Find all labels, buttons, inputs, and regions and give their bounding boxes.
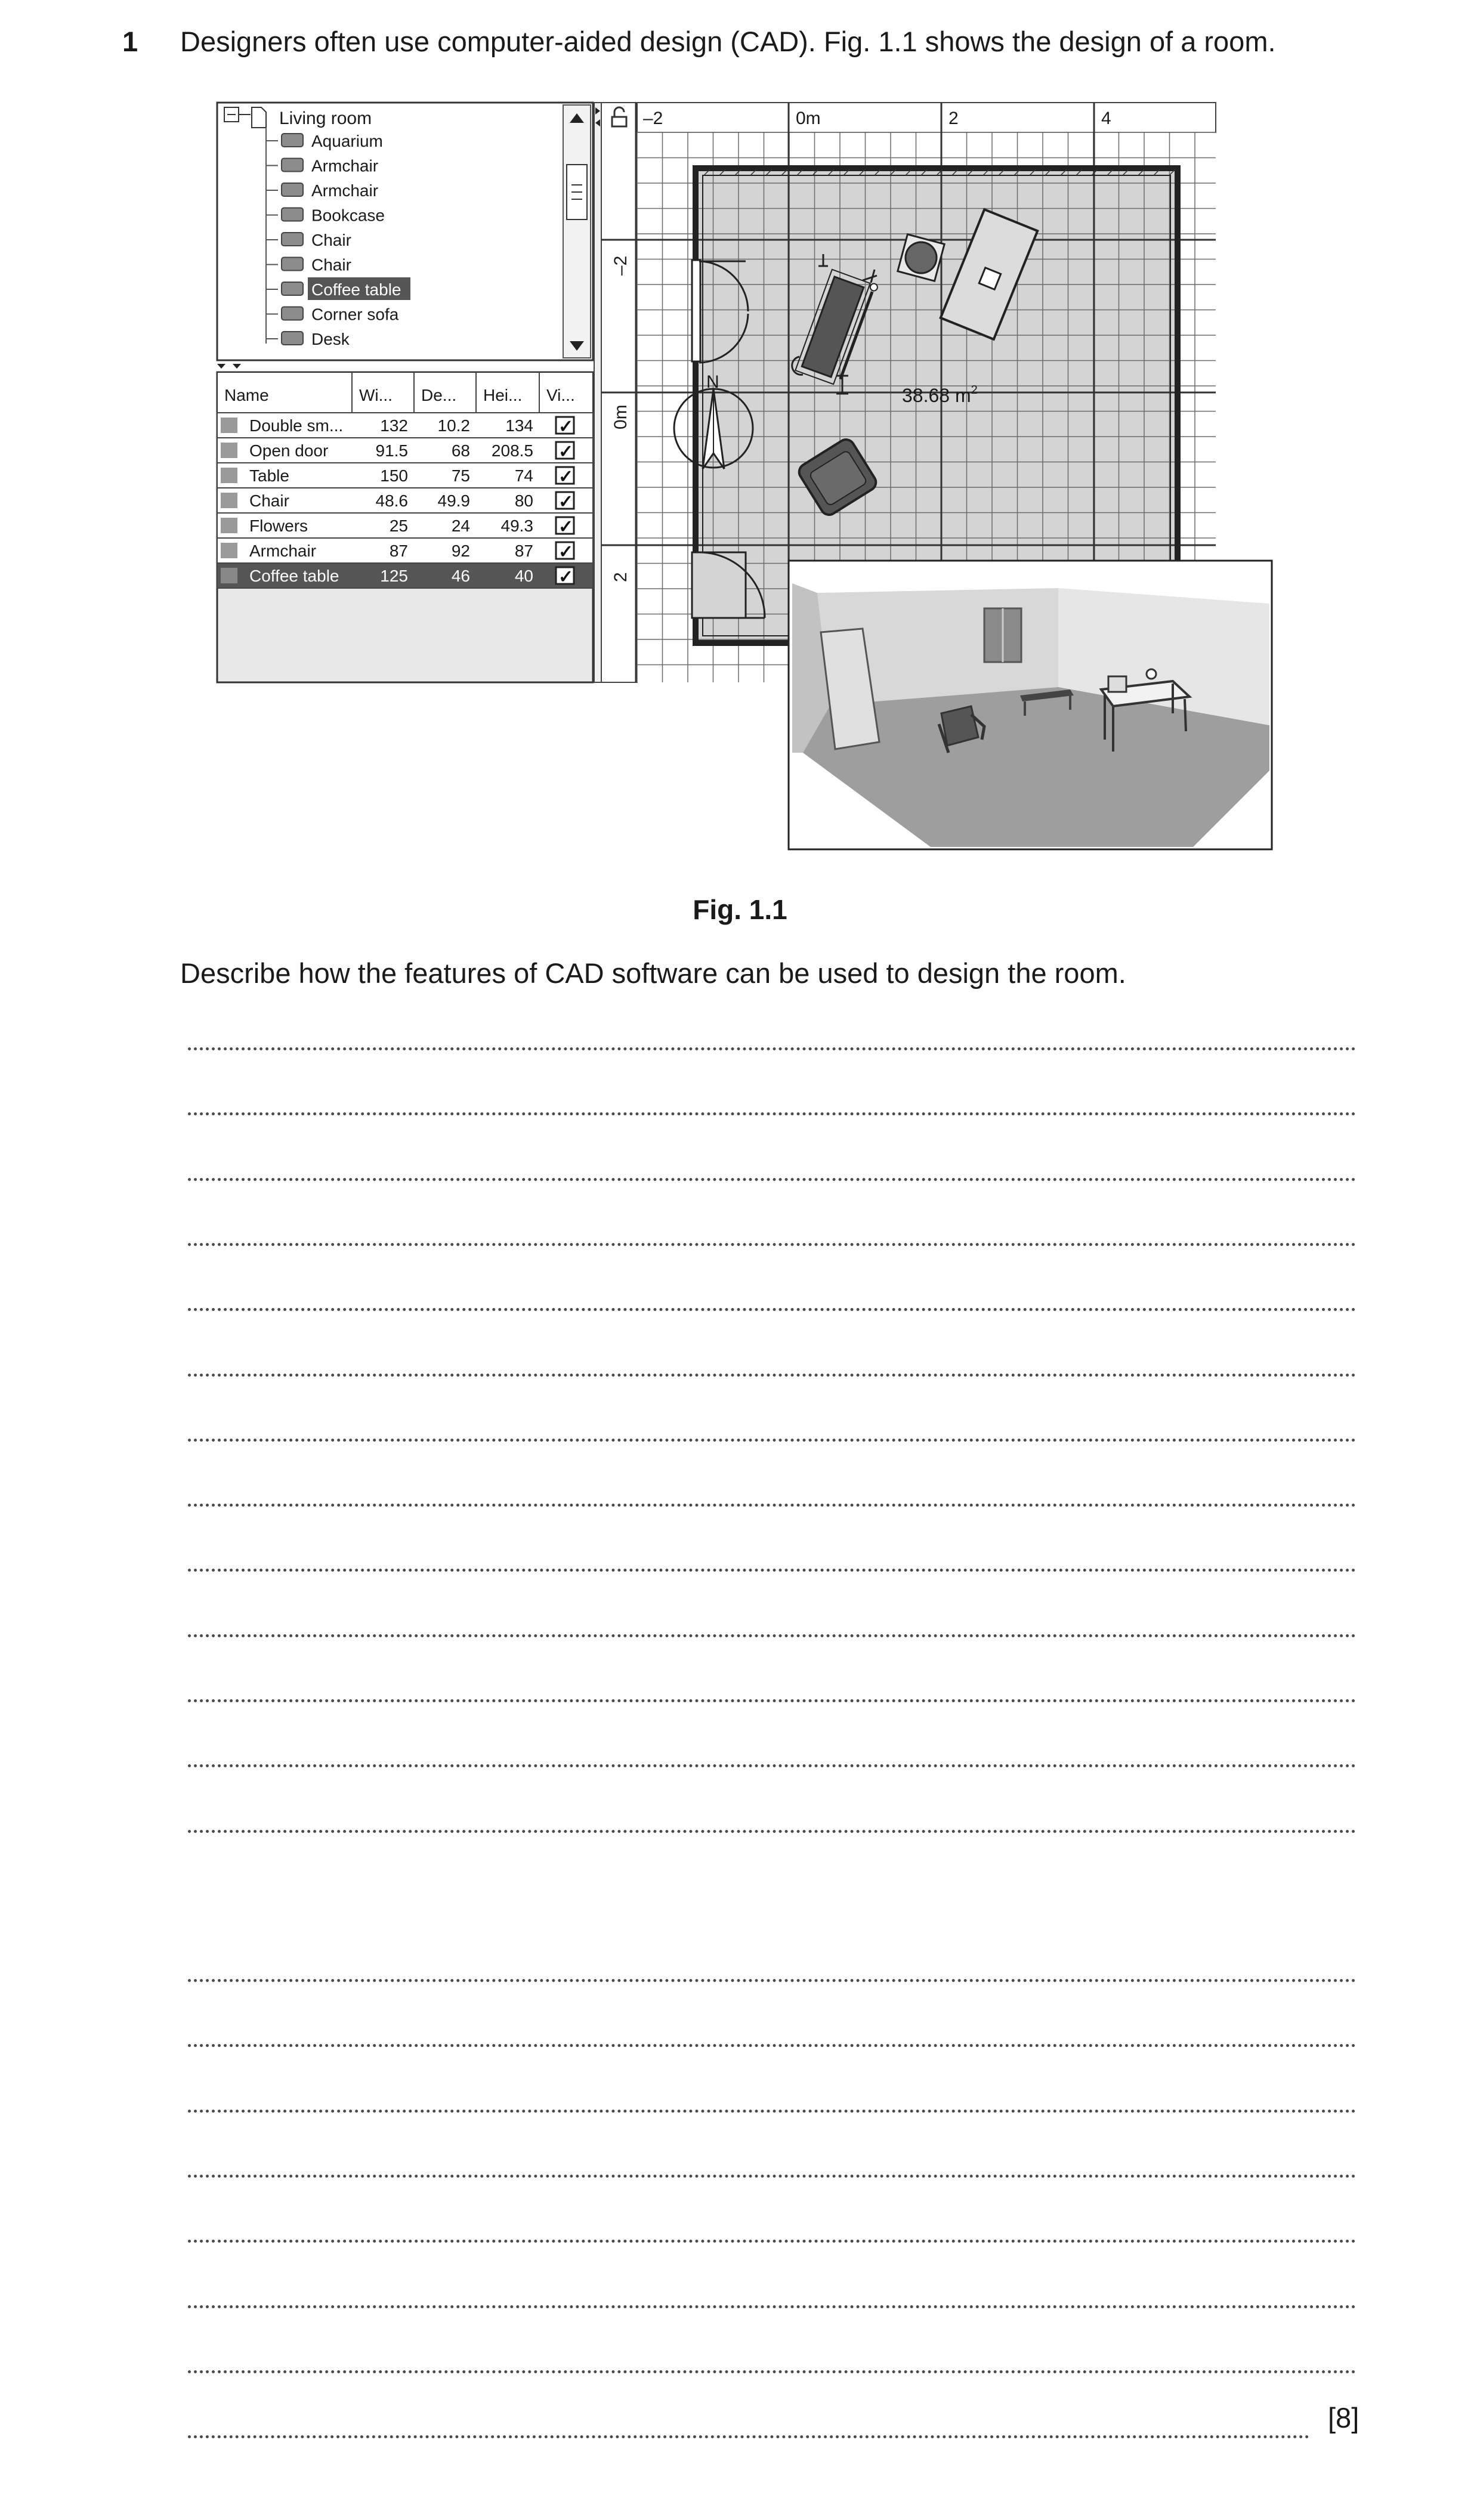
- ruler-tick-label: –2: [643, 109, 663, 128]
- checkmark-icon: ✓: [558, 417, 574, 437]
- answer-line[interactable]: [188, 1634, 1356, 1637]
- column-header[interactable]: De...: [421, 386, 457, 404]
- question-number: 1: [122, 26, 138, 57]
- cell-height: 208.5: [491, 441, 533, 460]
- ruler-tick-label: 0m: [611, 404, 631, 429]
- answer-line[interactable]: [188, 1439, 1356, 1442]
- checkmark-icon: ✓: [558, 542, 574, 562]
- furniture-icon: [221, 568, 237, 583]
- tree-item-label[interactable]: Armchair: [311, 181, 379, 200]
- checkmark-icon: ✓: [558, 467, 574, 487]
- cell-height: 74: [514, 466, 533, 485]
- tree-item-label[interactable]: Coffee table: [311, 280, 401, 299]
- double-window[interactable]: [692, 552, 746, 618]
- cell-height: 49.3: [500, 517, 533, 535]
- column-header[interactable]: Hei...: [483, 386, 523, 404]
- furniture-icon: [282, 134, 303, 147]
- cell-height: 134: [505, 416, 533, 435]
- cell-width: 132: [380, 416, 408, 435]
- answer-line[interactable]: [188, 2110, 1356, 2113]
- answer-line[interactable]: [188, 1308, 1356, 1311]
- cell-width: 91.5: [375, 441, 408, 460]
- furniture-icon: [282, 332, 303, 345]
- cad-figure: [0, 0, 1480, 871]
- tree-item-label[interactable]: Desk: [311, 330, 350, 348]
- answer-line[interactable]: [188, 1112, 1356, 1115]
- answer-line[interactable]: [188, 1764, 1356, 1767]
- furniture-table-panel: [217, 372, 593, 682]
- open-door[interactable]: [692, 260, 700, 361]
- column-header[interactable]: Vi...: [546, 386, 575, 404]
- cell-depth: 75: [451, 466, 470, 485]
- 3d-view[interactable]: [789, 561, 1272, 849]
- furniture-icon: [221, 543, 237, 558]
- cell-width: 87: [389, 542, 408, 560]
- cell-width: 25: [389, 517, 408, 535]
- furniture-icon: [282, 208, 303, 221]
- answer-line[interactable]: [188, 1047, 1356, 1050]
- tree-item-label[interactable]: Chair: [311, 255, 351, 274]
- checkmark-icon: ✓: [558, 567, 574, 587]
- cell-height: 80: [514, 491, 533, 510]
- cell-name: Open door: [249, 441, 329, 460]
- furniture-icon: [221, 493, 237, 508]
- splitter-icon[interactable]: [217, 364, 225, 369]
- furniture-icon: [282, 183, 303, 196]
- checkmark-icon: ✓: [558, 517, 574, 537]
- top-ruler: [601, 103, 1216, 132]
- furniture-icon: [282, 282, 303, 295]
- answer-line[interactable]: [188, 2240, 1356, 2243]
- answer-line[interactable]: [188, 2305, 1356, 2308]
- cell-name: Double sm...: [249, 416, 344, 435]
- cell-depth: 46: [451, 567, 470, 585]
- question-text: Designers often use computer-aided design (CAD). Fig. 1.1 shows the design of a room.: [180, 26, 1276, 57]
- answer-line[interactable]: [188, 2370, 1356, 2373]
- answer-line[interactable]: [188, 2044, 1356, 2047]
- cell-name: Chair: [249, 491, 289, 510]
- column-header[interactable]: Name: [224, 386, 269, 404]
- tree-item-label[interactable]: Corner sofa: [311, 305, 399, 324]
- cell-width: 150: [380, 466, 408, 485]
- ruler-tick-label: 2: [948, 109, 959, 128]
- ruler-tick-label: 0m: [796, 109, 821, 128]
- answer-line[interactable]: [188, 1178, 1356, 1181]
- answer-line[interactable]: [188, 1699, 1356, 1702]
- cell-depth: 49.9: [437, 491, 470, 510]
- cell-height: 87: [514, 542, 533, 560]
- furniture-icon: [282, 233, 303, 246]
- answer-line[interactable]: [188, 2435, 1309, 2438]
- ruler-tick-label: –2: [611, 255, 631, 276]
- tree-root-label[interactable]: Living room: [279, 109, 372, 128]
- furniture-icon: [282, 307, 303, 320]
- answer-line[interactable]: [188, 1569, 1356, 1572]
- question-prompt: Describe how the features of CAD software can be used to design the room.: [180, 957, 1126, 989]
- cell-name: Coffee table: [249, 567, 339, 585]
- cell-name: Flowers: [249, 517, 308, 535]
- cell-depth: 68: [451, 441, 470, 460]
- ruler-tick-label: 2: [611, 572, 631, 582]
- area-label: 38.68 $m^2$: [902, 384, 978, 406]
- answer-line[interactable]: [188, 1374, 1356, 1377]
- furniture-icon: [282, 159, 303, 172]
- cell-depth: 10.2: [437, 416, 470, 435]
- tree-scrollbar[interactable]: [563, 105, 591, 358]
- checkmark-icon: ✓: [558, 492, 574, 512]
- furniture-icon: [221, 443, 237, 458]
- cell-depth: 24: [451, 517, 470, 535]
- checkmark-icon: ✓: [558, 442, 574, 462]
- cell-width: 125: [380, 567, 408, 585]
- tree-item-label[interactable]: Armchair: [311, 156, 379, 175]
- cell-height: 40: [514, 567, 533, 585]
- cell-name: Table: [249, 466, 289, 485]
- answer-line[interactable]: [188, 1979, 1356, 1982]
- figure-caption: Fig. 1.1: [693, 894, 787, 925]
- answer-line[interactable]: [188, 1504, 1356, 1507]
- tree-item-label[interactable]: Chair: [311, 231, 351, 249]
- cell-width: 48.6: [375, 491, 408, 510]
- furniture-icon: [221, 418, 237, 433]
- compass-label: N: [706, 372, 719, 392]
- ruler-tick-label: 4: [1101, 109, 1111, 128]
- marks-label: [8]: [1328, 2402, 1360, 2434]
- answer-line[interactable]: [188, 1243, 1356, 1246]
- answer-line[interactable]: [188, 1830, 1356, 1833]
- furniture-icon: [282, 258, 303, 271]
- column-header[interactable]: Wi...: [359, 386, 393, 404]
- furniture-icon: [221, 468, 237, 483]
- cell-name: Armchair: [249, 542, 317, 560]
- cell-depth: 92: [451, 542, 470, 560]
- tree-item-label[interactable]: Bookcase: [311, 206, 385, 225]
- furniture-icon: [221, 518, 237, 533]
- document-icon: [252, 107, 266, 128]
- answer-line[interactable]: [188, 2175, 1356, 2178]
- furniture-tree-panel: [217, 103, 593, 360]
- tree-item-label[interactable]: Aquarium: [311, 132, 383, 150]
